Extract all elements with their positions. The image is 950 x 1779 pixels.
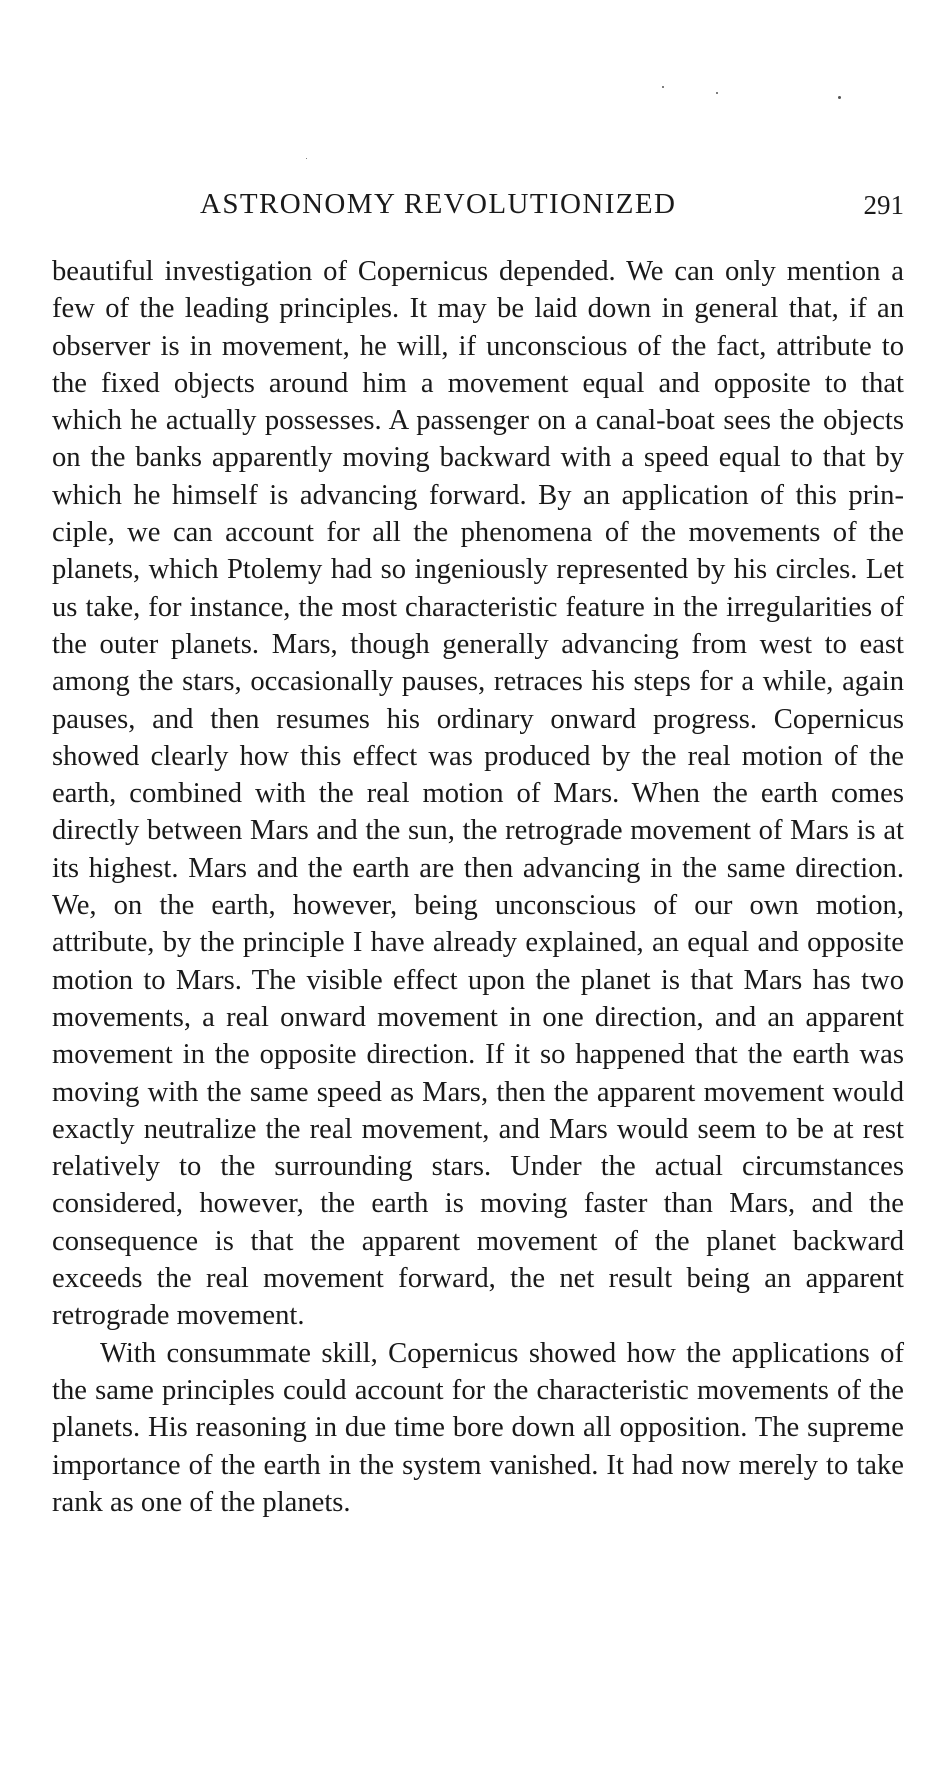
body-text — [52, 253, 904, 1521]
page-number: 291 — [863, 190, 904, 220]
paragraph-continued: beautiful investigation of Copernicus depended. We can only mention a few of the leading principles. It may be laid down in general that, if an observer is in movement, he will, if unconscious of the fact, attribute to the fixed objects around him a movement equal and opposite to that which he actually possesses. A passenger on a canal-boat sees the objects on the banks apparently moving backward with a speed equal to that by which he himself is advancing forward. By an application of this principle, we can account for all the phenomena of the movements of the planets, which Ptolemy had so ingeniously represented by his circles. Let us take, for instance, the most characteristic feature in the irregularities of the outer planets. Mars, though generally advancing from west to east among the stars, occasionally pauses, retraces his steps for a while, again pauses, and then resumes his ordinary onward progress. Copernicus showed clearly how this effect was produced by the real motion of the earth, combined with the real motion of Mars. When the earth comes directly between Mars and the sun, the retrograde movement of Mars is at its highest. Mars and the earth are then advancing in the same direction. We, on the earth, however, being unconscious of our own motion, attribute, by the principle I have already explained, an equal and opposite motion to Mars. The visible effect upon the planet is that Mars has two movements, a real onward movement in one direction, and an apparent movement in the opposite direction. If it so happened that the earth was moving with the same speed as Mars, then the apparent movement would exactly neutralize the real movement, and Mars would seem to be at rest relatively to the surrounding stars. Under the actual circumstances considered, however, the earth is moving faster than Mars, and the consequence is that the apparent movement of the planet backward exceeds the real movement forward, the net result being an apparent retrograde movement. — [52, 256, 904, 1332]
paragraph: With consummate skill, Copernicus showed how the applications of the same principles could account for the characteristic movements of the planets. His reasoning in due time bore down all opposition. The supreme importance of the earth in the system vanished. It had now merely to take rank as one of the planets. — [52, 1337, 904, 1518]
running-title: ASTRONOMY REVOLUTIONIZED — [200, 188, 677, 220]
paper-speck — [662, 86, 664, 88]
paper-speck — [306, 158, 307, 159]
paper-speck — [838, 96, 841, 99]
running-head — [52, 188, 904, 228]
paper-speck — [716, 92, 718, 94]
